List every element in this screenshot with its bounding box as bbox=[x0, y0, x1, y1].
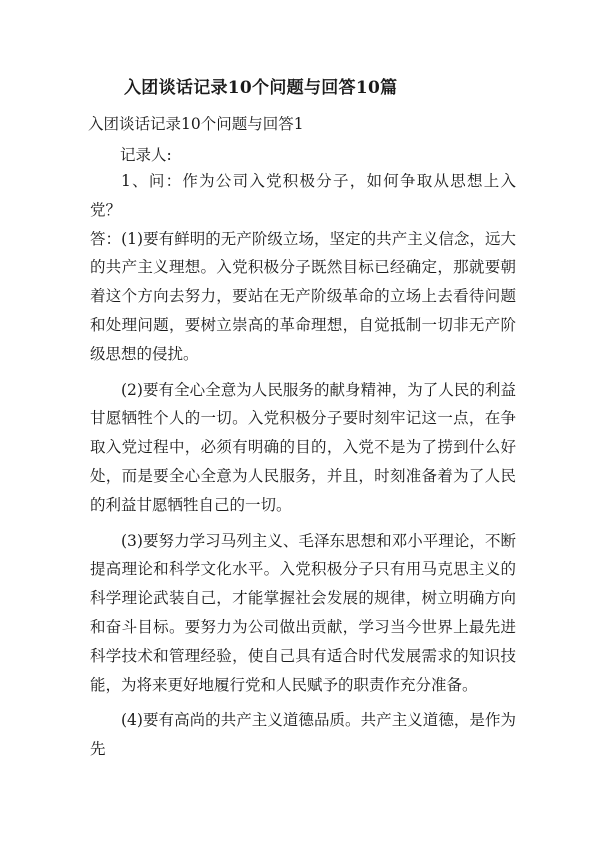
document-title: 入团谈话记录10个问题与回答10篇 bbox=[124, 78, 398, 98]
document-body bbox=[90, 167, 516, 771]
paragraph-2: (2)要有全心全意为人民服务的献身精神，为了人民的利益甘愿牺牲个人的一切。入党积极分子要时刻牢记这一点，在争取入党过程中，必须有明确的目的，入党不是为了捞到什么好处，而是要全心全意为人民服务，并且，时刻准备着为了人民的利益甘愿牺牲自己的一切。 bbox=[90, 380, 516, 514]
paragraph-3: (3)要努力学习马列主义、毛泽东思想和邓小平理论，不断提高理论和科学文化水平。入党积极分子只有用马克思主义的科学理论武装自己，才能掌握社会发展的规律，树立明确方向和奋斗目标。要努力为公司做出贡献，学习当今世界上最先进科学技术和管理经验，使自己具有适合时代发展需求的知识技能，为将来更好地履行党和人民赋予的职责作充分准备。 bbox=[90, 531, 516, 694]
paragraph-4: (4)要有高尚的共产主义道德品质。共产主义道德，是作为先 bbox=[90, 711, 516, 759]
question-1: 1、问：作为公司入党积极分子，如何争取从思想上入党？ bbox=[90, 172, 516, 219]
document-subtitle: 入团谈话记录10个问题与回答1 bbox=[88, 115, 304, 133]
recorder-label: 记录人: bbox=[120, 146, 172, 164]
answer-1: 答：(1)要有鲜明的无产阶级立场，坚定的共产主义信念，远大的共产主义理想。入党积极分子既然目标已经确定，那就要朝着这个方向去努力，要站在无产阶级革命的立场上去看待问题和处理问题，要树立崇高的革命理想，自觉抵制一切非无产阶级思想的侵扰。 bbox=[90, 229, 516, 363]
